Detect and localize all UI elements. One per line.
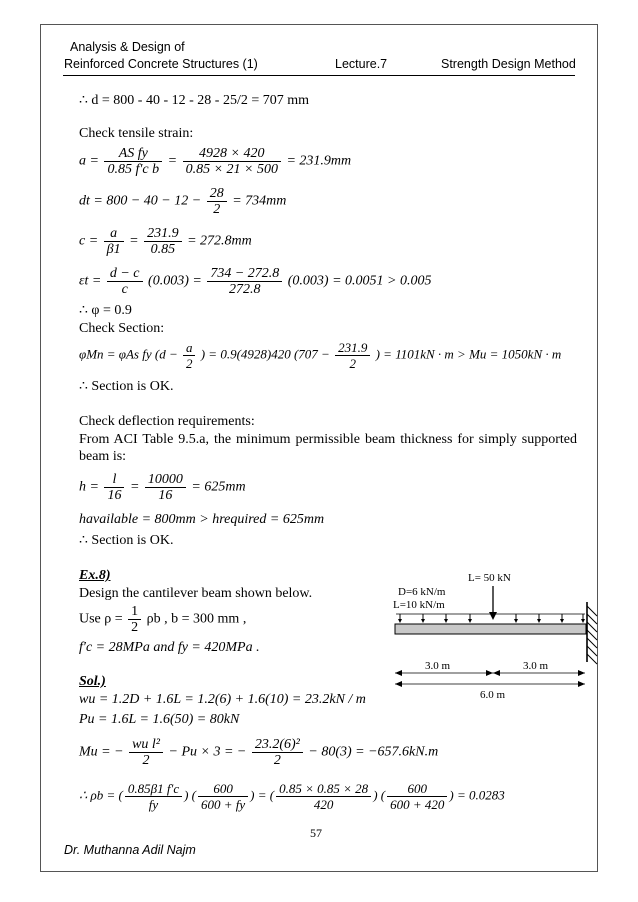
fixed-support-hatching — [587, 606, 597, 664]
header-rule — [63, 75, 575, 76]
eq-rho-balanced: ∴ ρb = ( $\frac{0.85\beta 1 f'c}{fy}$ ) ( $\frac{600}{600 + fy}$ ) = ( $\frac{0.85 \times 0.85 \times 28}{420}$ ) ( $\frac{600}{600 + 420}$ ) = 0.0283 — [79, 781, 505, 812]
header-lecture: Lecture.7 — [335, 57, 388, 71]
h-available-line: havailable = 800mm > hrequired = 625mm — [79, 512, 325, 527]
eq-c: c = $\frac{a}{\beta 1}$ = $\frac{231.9}{0.85}$ = 272.8mm — [79, 226, 252, 257]
phi-line: ∴ φ = 0.9 — [79, 303, 132, 318]
point-load-arrowhead — [489, 612, 497, 620]
eq-a: a = $\frac{\text{AS fy}}{\text{0.85 f′c b}}$ = $\frac{4928 \times 420}{0.85 \times 21 \times 500}$ = 231.9mm — [79, 146, 352, 177]
total-length-label: 6.0 m — [480, 689, 506, 701]
live-load-label: L=10 kN/m — [393, 599, 445, 611]
span1-label: 3.0 m — [425, 660, 451, 672]
cantilever-beam-diagram — [388, 570, 610, 705]
dead-load-label: D=6 kN/m — [398, 586, 446, 598]
check-tensile-heading: Check tensile strain: — [79, 126, 194, 141]
eq-pu: Pu = 1.6L = 1.6(50) = 80kN — [79, 712, 240, 727]
header-course-line1: Analysis & Design of — [70, 40, 185, 54]
eq-wu: wu = 1.2D + 1.6L = 1.2(6) + 1.6(10) = 23.2kN / m — [79, 692, 366, 707]
point-load-label: L= 50 kN — [468, 572, 511, 584]
beam-body — [395, 624, 586, 634]
section-ok-2: ∴ Section is OK. — [79, 533, 174, 548]
eq-moment-capacity: φMn = φAs fy (d − $\frac{a}{2}$ ) = 0.9(4928)420 (707 − $\frac{231.9}{2}$ ) = 1101kN · m > Mu = 1050kN · m — [79, 340, 562, 371]
example-statement: Design the cantilever beam shown below. — [79, 586, 313, 601]
eq-mu: Mu = − $\frac{\text{wu l²}}{2}$ − Pu × 3 = − $\frac{\text{23.2(6)²}}{2}$ − 80(3) = −657.6kN.m — [79, 737, 439, 768]
aci-requirement-text: From ACI Table 9.5.a, the minimum permissible beam thickness for simply supported beam is: — [79, 432, 577, 464]
check-section-heading: Check Section: — [79, 321, 165, 336]
header-course-line2: Reinforced Concrete Structures (1) — [64, 57, 258, 71]
effective-depth-line: ∴ d = 800 - 40 - 12 - 28 - 25/2 = 707 mm — [79, 93, 310, 108]
author-footer: Dr. Muthanna Adil Najm — [64, 843, 196, 857]
example-title: Ex.8) — [79, 568, 111, 583]
solution-heading: Sol.) — [79, 674, 106, 689]
eq-h-min: h = $\frac{l}{16}$ = $\frac{10000}{16}$ = 625mm — [79, 472, 246, 503]
use-ratio-line: Use ρ = $\frac{1}{2}$ ρb , b = 300 mm , — [79, 604, 247, 635]
header-topic: Strength Design Method — [441, 57, 576, 71]
eq-epsilon-t: εt = $\frac{d - c}{c}$ (0.003) = $\frac{734 - 272.8}{272.8}$ (0.003) = 0.0051 > 0.005 — [79, 266, 432, 297]
eq-dt: dt = 800 − 40 − 12 − $\frac{28}{2}$ = 734mm — [79, 186, 287, 217]
materials-line: f′c = 28MPa and fy = 420MPa . — [79, 640, 260, 655]
page-number: 57 — [310, 826, 322, 840]
check-deflection-heading: Check deflection requirements: — [79, 414, 255, 429]
section-ok-1: ∴ Section is OK. — [79, 379, 174, 394]
span2-label: 3.0 m — [523, 660, 549, 672]
